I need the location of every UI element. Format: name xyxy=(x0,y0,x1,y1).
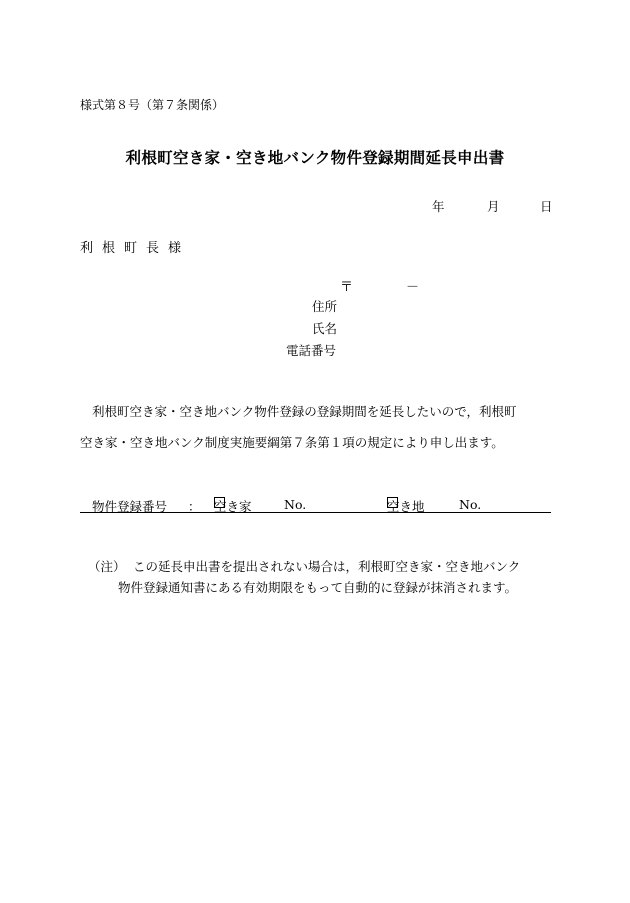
vacant-land-label: 空き地 xyxy=(387,499,425,514)
address-label: 住所 xyxy=(312,299,338,314)
date-month-label: 月 xyxy=(487,199,500,214)
note-text-line-2: 物件登録通知書にある有効期限をもって自動的に登録が抹消されます。 xyxy=(118,580,518,595)
postal-mark: 〒 xyxy=(340,280,354,295)
note-label: （注） xyxy=(88,559,126,574)
vacant-land-no-label: No. xyxy=(459,497,482,512)
vacant-house-label: 空き家 xyxy=(214,499,252,514)
registration-number-label: 物件登録番号 xyxy=(92,499,168,514)
body-text-line-2: 空き家・空き地バンク制度実施要綱第７条第１項の規定により申し出ます。 xyxy=(80,435,504,450)
date-day-label: 日 xyxy=(540,199,553,214)
body-text-line-1: 利根町空き家・空き地バンク物件登録の登録期間を延長したいので，利根町 xyxy=(92,404,517,419)
form-number: 様式第８号（第７条関係） xyxy=(80,98,225,112)
note-text-line-1: この延長申出書を提出されない場合は，利根町空き家・空き地バンク xyxy=(133,559,521,574)
addressee: 利根町長様 xyxy=(80,241,191,256)
document-title: 利根町空き家・空き地バンク物件登録期間延長申出書 xyxy=(125,148,505,167)
name-label: 氏名 xyxy=(312,321,338,336)
vacant-house-no-label: No. xyxy=(284,497,307,512)
registration-number-row xyxy=(80,497,551,513)
registration-colon: ： xyxy=(188,499,201,514)
date-year-label: 年 xyxy=(432,199,445,214)
phone-label: 電話番号 xyxy=(286,343,337,358)
postal-dash: － xyxy=(406,280,420,295)
